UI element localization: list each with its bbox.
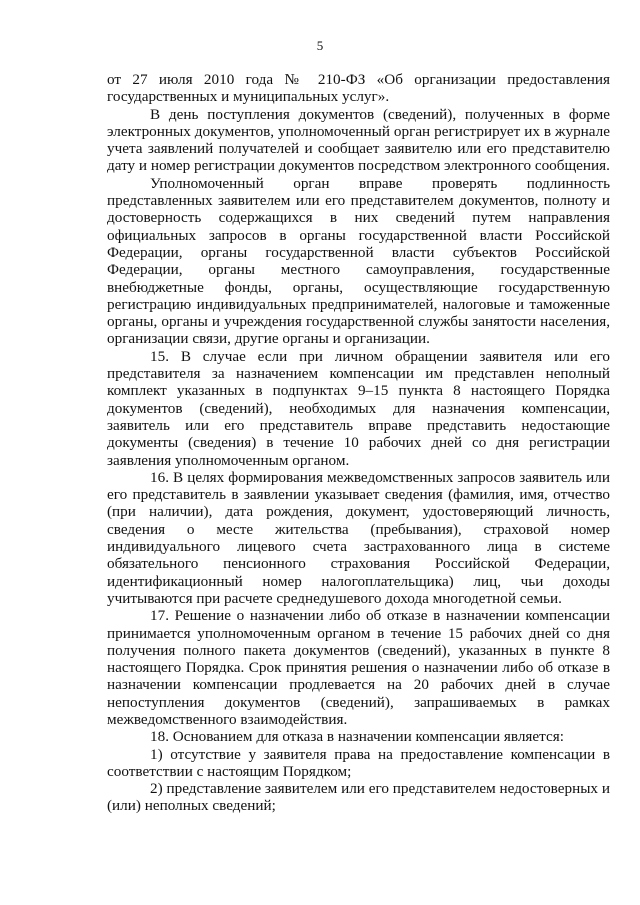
paragraph-item-17: 17. Решение о назначении либо об отказе в назначении компенсации принимается уполномоченным органом в течение 15 рабочих дней со дня получения полного пакета документов (сведений), указанных в пункте 8 настоящего Порядка. Срок принятия решения о назначении либо об отказе в назначении компенсации продлевается на 20 рабочих дней в случае непоступления документов (сведений), запрашиваемых в рамках межведомственного взаимодействия. (107, 607, 610, 728)
paragraph-item-15: 15. В случае если при личном обращении заявителя или его представителя за назначением компенсации им представлен неполный комплект указанных в подпунктах 9–15 пункта 8 настоящего Порядка документов (сведений), необходимых для назначения компенсации, заявитель или его представитель вправе представить недостающие документы (сведения) в течение 10 рабочих дней со дня регистрации заявления уполномоченным органом. (107, 347, 610, 469)
paragraph-item-18: 18. Основанием для отказа в назначении компенсации является: (150, 728, 564, 746)
page-number: 5 (316, 38, 324, 53)
paragraph-registration: В день поступления документов (сведений), полученных в форме электронных документов, уполномоченный орган регистрирует их в журнале учета заявлений получателей и сообщает заявителю или его представителю дату и номер регистрации документов посредством электронного сообщения. (107, 105, 610, 175)
paragraph-subitem-2: 2) представление заявителем или его представителем недостоверных и (или) неполных сведений; (107, 780, 610, 815)
paragraph-continuation: от 27 июля 2010 года № 210-ФЗ «Об организации предоставления государственных и муниципальных услуг». (107, 71, 610, 106)
paragraph-item-16: 16. В целях формирования межведомственных запросов заявитель или его представитель в заявлении указывает сведения (фамилия, имя, отчество (при наличии), дата рождения, документ, удостоверяющий личность, сведения о месте жительства (пребывания), страховой номер индивидуального лицевого счета застрахованного лица в системе обязательного пенсионного страхования Российской Федерации, идентификационный номер налогоплательщика) лиц, чьи доходы учитываются при расчете среднедушевого дохода многодетной семьи. (107, 468, 610, 607)
document-body (107, 71, 610, 815)
paragraph-subitem-1: 1) отсутствие у заявителя права на предоставление компенсации в соответствии с настоящим Порядком; (107, 745, 610, 780)
paragraph-verification: Уполномоченный орган вправе проверять подлинность представленных заявителем или его представителем документов, полноту и достоверность содержащихся в них сведений путем направления официальных запросов в органы государственной власти Российской Федерации, органы государственной власти субъектов Российской Федерации, органы местного самоуправления, государственные внебюджетные фонды, органы, осуществляющие государственную регистрацию индивидуальных предпринимателей, налоговые и таможенные органы, органы и учреждения государственной службы занятости населения, организации связи, другие органы и организации. (107, 174, 610, 348)
